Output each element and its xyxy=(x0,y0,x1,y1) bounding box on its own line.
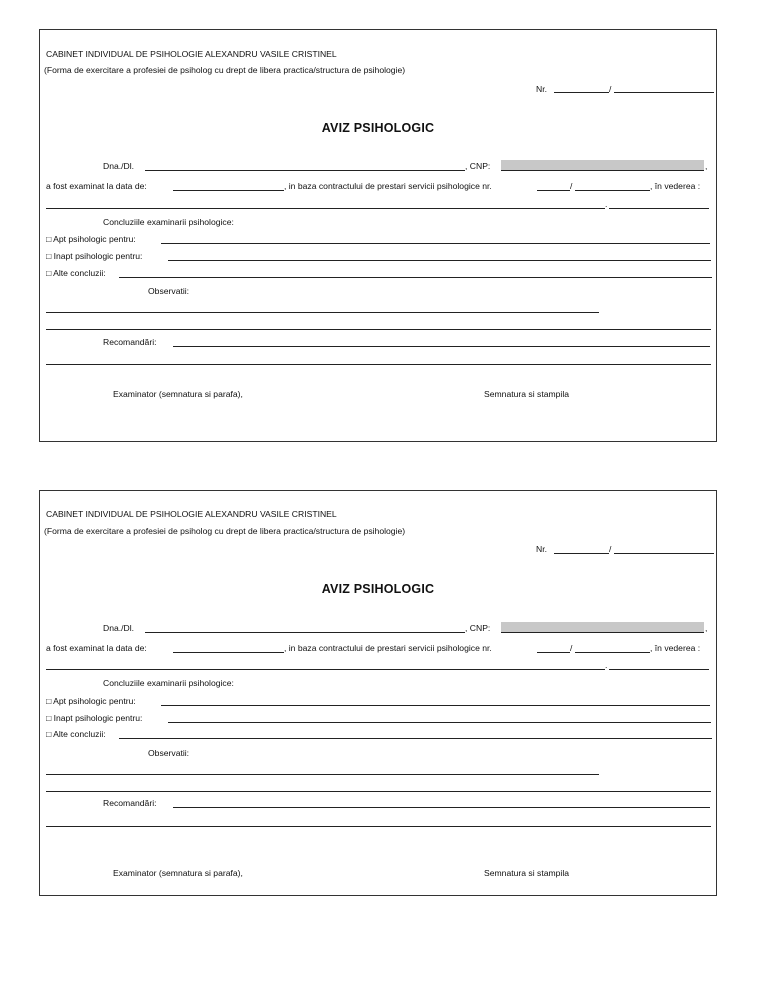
recommendations-field[interactable] xyxy=(173,807,710,808)
nr-separator: / xyxy=(609,84,612,94)
contract-date-field[interactable] xyxy=(575,652,650,653)
nr-date-field[interactable] xyxy=(614,553,714,554)
cabinet-header: CABINET INDIVIDUAL DE PSIHOLOGIE ALEXANDRU VASILE CRISTINEL xyxy=(46,49,337,59)
nr-field[interactable] xyxy=(554,92,609,93)
nr-label: Nr. xyxy=(536,544,547,554)
conclusions-label: Concluziile examinarii psihologice: xyxy=(103,678,234,688)
inapt-field[interactable] xyxy=(168,260,711,261)
purpose-field[interactable] xyxy=(46,669,605,670)
contract-label: , in baza contractului de prestari servicii psihologice nr. xyxy=(284,181,492,191)
cnp-field-line xyxy=(501,170,704,171)
cabinet-subheader: (Forma de exercitare a profesiei de psiholog cu drept de libera practica/structura de psihologie) xyxy=(44,65,406,75)
recommendations-label: Recomandări: xyxy=(103,337,157,347)
purpose-label: , în vederea : xyxy=(650,643,701,653)
cnp-comma: , xyxy=(705,623,708,633)
form-title: AVIZ PSIHOLOGIC xyxy=(321,582,435,596)
contract-nr-field[interactable] xyxy=(537,652,570,653)
apt-checkbox-label[interactable]: □ Apt psihologic pentru: xyxy=(46,696,136,706)
cnp-label: , CNP: xyxy=(465,161,491,171)
other-checkbox-label[interactable]: □ Alte concluzii: xyxy=(46,729,106,739)
contract-label: , in baza contractului de prestari servicii psihologice nr. xyxy=(284,643,492,653)
cnp-comma: , xyxy=(705,161,708,171)
form-title: AVIZ PSIHOLOGIC xyxy=(321,121,435,135)
recommendations-label: Recomandări: xyxy=(103,798,157,808)
examined-label: a fost examinat la data de: xyxy=(46,643,147,653)
recommendations-field[interactable] xyxy=(173,346,710,347)
nr-label: Nr. xyxy=(536,84,547,94)
apt-field[interactable] xyxy=(161,705,710,706)
examined-label: a fost examinat la data de: xyxy=(46,181,147,191)
exam-date-field[interactable] xyxy=(173,190,284,191)
inapt-checkbox-label[interactable]: □ Inapt psihologic pentru: xyxy=(46,251,143,261)
nr-separator: / xyxy=(609,544,612,554)
other-field[interactable] xyxy=(119,277,712,278)
inapt-field[interactable] xyxy=(168,722,711,723)
recommendations-line-2[interactable] xyxy=(46,826,711,827)
name-field[interactable] xyxy=(145,170,465,171)
exam-date-field[interactable] xyxy=(173,652,284,653)
examiner-signature-label: Examinator (semnatura si parafa), xyxy=(113,389,243,399)
contract-separator: / xyxy=(570,181,573,191)
purpose-field-end[interactable] xyxy=(609,669,709,670)
psych-form-1 xyxy=(39,29,717,442)
purpose-label: , în vederea : xyxy=(650,181,701,191)
cnp-field-line xyxy=(501,632,704,633)
nr-field[interactable] xyxy=(554,553,609,554)
apt-checkbox-label[interactable]: □ Apt psihologic pentru: xyxy=(46,234,136,244)
contract-nr-field[interactable] xyxy=(537,190,570,191)
purpose-field[interactable] xyxy=(46,208,605,209)
psych-form-2 xyxy=(39,490,717,896)
examiner-signature-label: Examinator (semnatura si parafa), xyxy=(113,868,243,878)
stamp-label: Semnatura si stampila xyxy=(484,868,570,878)
recommendations-line-2[interactable] xyxy=(46,364,711,365)
inapt-checkbox-label[interactable]: □ Inapt psihologic pentru: xyxy=(46,713,143,723)
cabinet-header: CABINET INDIVIDUAL DE PSIHOLOGIE ALEXANDRU VASILE CRISTINEL xyxy=(46,509,337,519)
observations-line-1[interactable] xyxy=(46,774,599,775)
stamp-label: Semnatura si stampila xyxy=(484,389,570,399)
observations-label: Observatii: xyxy=(148,748,190,758)
other-checkbox-label[interactable]: □ Alte concluzii: xyxy=(46,268,106,278)
dna-label: Dna./Dl. xyxy=(103,623,135,633)
other-field[interactable] xyxy=(119,738,712,739)
dna-label: Dna./Dl. xyxy=(103,161,135,171)
nr-date-field[interactable] xyxy=(614,92,714,93)
purpose-dot: . xyxy=(605,660,608,670)
observations-label: Observatii: xyxy=(148,286,190,296)
conclusions-label: Concluziile examinarii psihologice: xyxy=(103,217,234,227)
contract-date-field[interactable] xyxy=(575,190,650,191)
cabinet-subheader: (Forma de exercitare a profesiei de psiholog cu drept de libera practica/structura de psihologie) xyxy=(44,526,406,536)
cnp-label: , CNP: xyxy=(465,623,491,633)
observations-line-2[interactable] xyxy=(46,329,711,330)
contract-separator: / xyxy=(570,643,573,653)
observations-line-1[interactable] xyxy=(46,312,599,313)
name-field[interactable] xyxy=(145,632,465,633)
apt-field[interactable] xyxy=(161,243,710,244)
purpose-dot: . xyxy=(605,199,608,209)
observations-line-2[interactable] xyxy=(46,791,711,792)
purpose-field-end[interactable] xyxy=(609,208,709,209)
